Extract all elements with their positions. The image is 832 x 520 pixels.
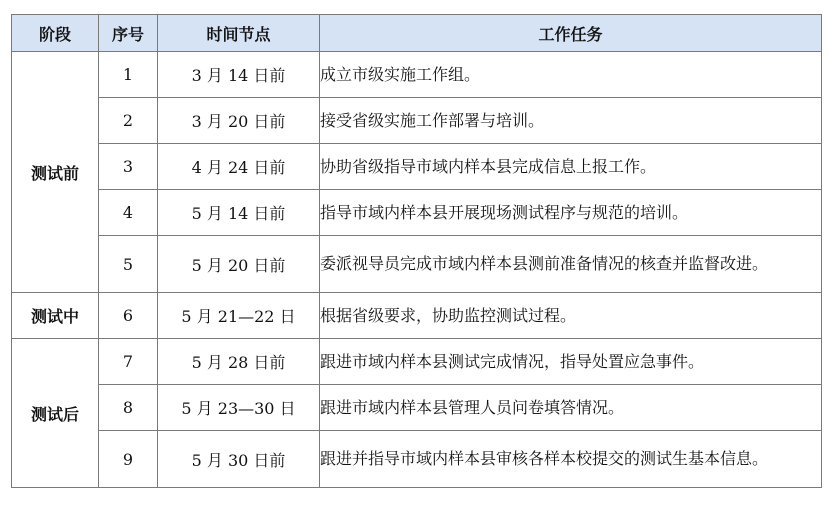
row-task: 协助省级指导市域内样本县完成信息上报工作。: [320, 144, 822, 190]
row-number: 3: [99, 144, 158, 190]
row-time: 5 月 23—30 日: [158, 385, 320, 431]
table-row: [12, 98, 822, 144]
row-time: 5 月 20 日前: [158, 236, 320, 293]
header-row: [12, 15, 822, 52]
row-task: 跟进市域内样本县测试完成情况，指导处置应急事件。: [320, 339, 822, 385]
table-row: [12, 144, 822, 190]
row-time: 3 月 14 日前: [158, 52, 320, 98]
row-time: 3 月 20 日前: [158, 98, 320, 144]
row-task: 接受省级实施工作部署与培训。: [320, 98, 822, 144]
table-row: [12, 293, 822, 339]
table-row: [12, 52, 822, 98]
header-task: 工作任务: [320, 15, 822, 52]
table-row: [12, 339, 822, 385]
table-row: [12, 385, 822, 431]
row-number: 8: [99, 385, 158, 431]
row-task: 指导市域内样本县开展现场测试程序与规范的培训。: [320, 190, 822, 236]
row-task: 根据省级要求，协助监控测试过程。: [320, 293, 822, 339]
row-time: 5 月 28 日前: [158, 339, 320, 385]
row-time: 5 月 30 日前: [158, 431, 320, 488]
row-number: 6: [99, 293, 158, 339]
header-time: 时间节点: [158, 15, 320, 52]
row-time: 5 月 14 日前: [158, 190, 320, 236]
header-no: 序号: [99, 15, 158, 52]
stage-after-test: 测试后: [12, 339, 99, 488]
table-row: [12, 431, 822, 488]
row-task: 成立市级实施工作组。: [320, 52, 822, 98]
stage-during-test: 测试中: [12, 293, 99, 339]
row-number: 7: [99, 339, 158, 385]
table-row: [12, 190, 822, 236]
row-task: 跟进并指导市域内样本县审核各样本校提交的测试生基本信息。: [320, 431, 822, 488]
row-number: 2: [99, 98, 158, 144]
stage-before-test: 测试前: [12, 52, 99, 293]
row-number: 4: [99, 190, 158, 236]
row-number: 1: [99, 52, 158, 98]
row-time: 5 月 21—22 日: [158, 293, 320, 339]
row-number: 9: [99, 431, 158, 488]
row-task: 跟进市域内样本县管理人员问卷填答情况。: [320, 385, 822, 431]
row-time: 4 月 24 日前: [158, 144, 320, 190]
row-number: 5: [99, 236, 158, 293]
row-task: 委派视导员完成市域内样本县测前准备情况的核查并监督改进。: [320, 236, 822, 293]
header-stage: 阶段: [12, 15, 99, 52]
table-row: [12, 236, 822, 293]
schedule-table: [11, 14, 822, 488]
